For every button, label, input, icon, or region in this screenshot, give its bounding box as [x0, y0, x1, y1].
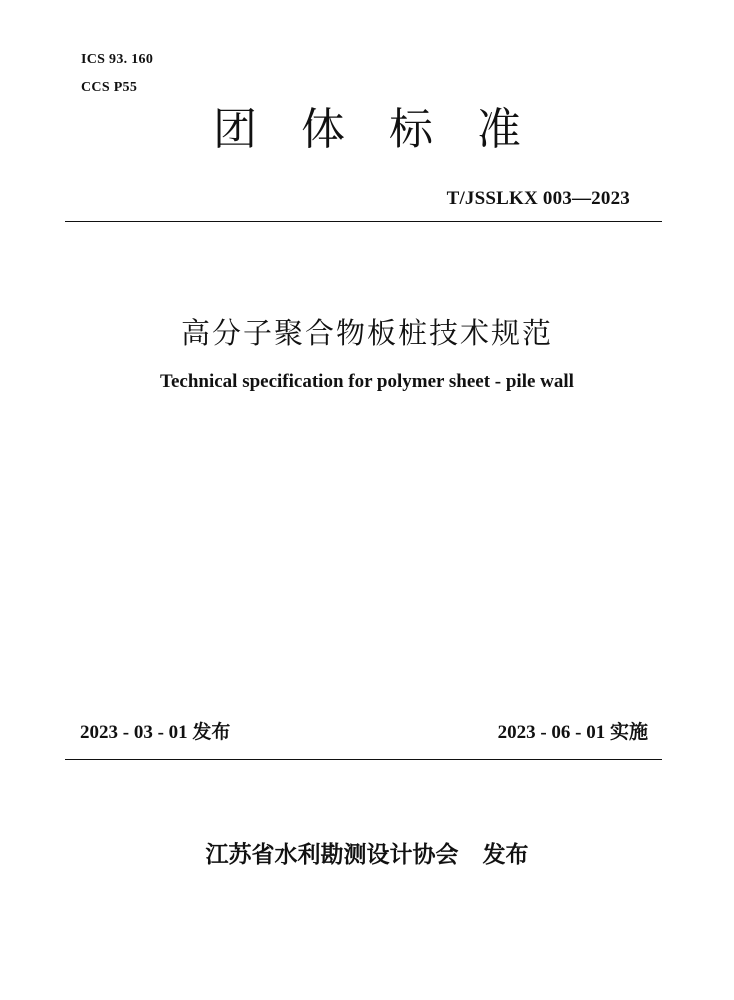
implement-date: 2023 - 06 - 01 实施	[497, 722, 648, 743]
standard-type-char: 准	[477, 104, 521, 155]
publisher-line: 江苏省水利勘测设计协会 发布	[205, 842, 529, 868]
standard-type-char: 团	[213, 104, 257, 155]
english-title: Technical specification for polymer sheet - pile wall	[160, 371, 574, 392]
standard-type-char: 体	[301, 104, 345, 155]
chinese-title: 高分子聚合物板桩技术规范	[180, 316, 553, 350]
standard-type-char: 标	[389, 104, 433, 155]
publish-date: 2023 - 03 - 01 发布	[80, 722, 231, 743]
ics-code: ICS 93. 160	[81, 52, 154, 67]
standard-code: T/JSSLKX 003—2023	[446, 188, 630, 209]
standard-type-heading	[0, 100, 734, 160]
ccs-code: CCS P55	[81, 80, 138, 95]
bottom-divider	[65, 759, 662, 760]
top-divider	[65, 221, 662, 222]
